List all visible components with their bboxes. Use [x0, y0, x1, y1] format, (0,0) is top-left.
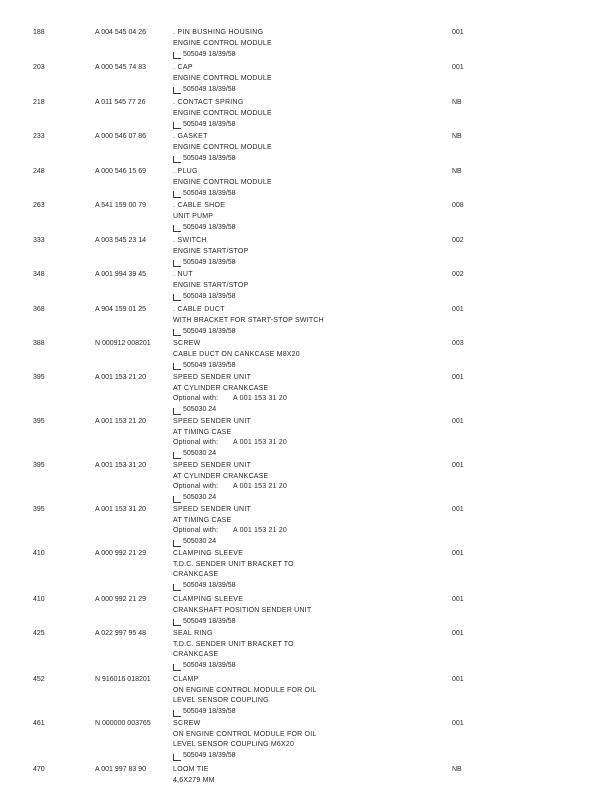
reference-line: [173, 326, 433, 337]
quantity: 001: [452, 462, 464, 469]
reference-line: [173, 707, 433, 718]
description-block: [173, 675, 433, 718]
reference-line: [173, 257, 433, 268]
book-reference-icon[interactable]: [173, 584, 181, 591]
part-name: . NUT: [173, 271, 193, 278]
description-line: ENGINE CONTROL MODULE: [173, 109, 272, 117]
description-line: T.D.C. SENDER UNIT BRACKET TO: [173, 640, 294, 648]
optional-label: Optional with:: [173, 483, 219, 490]
quantity: NB: [452, 766, 462, 773]
position-number: 395: [33, 506, 45, 513]
optional-part-number: A 001 153 31 20: [233, 395, 287, 402]
position-number: 395: [33, 462, 45, 469]
part-name: SCREW: [173, 720, 201, 727]
reference-line: [173, 616, 433, 627]
description-block: [173, 505, 433, 548]
quantity: 001: [452, 306, 464, 313]
reference-code: 505030 24: [183, 538, 217, 545]
book-reference-icon[interactable]: [173, 294, 181, 301]
part-name: SPEED SENDER UNIT: [173, 374, 252, 381]
part-number: A 904 159 01 25: [95, 306, 146, 313]
reference-line: [173, 449, 433, 460]
optional-with: [173, 394, 433, 405]
description-block: [173, 719, 433, 762]
quantity: 001: [452, 630, 464, 637]
book-reference-icon[interactable]: [173, 122, 181, 129]
quantity: 001: [452, 596, 464, 603]
book-reference-icon[interactable]: [173, 52, 181, 59]
book-reference-icon[interactable]: [173, 260, 181, 267]
reference-line: [173, 119, 433, 130]
part-number: N 000000 003765: [95, 720, 151, 727]
position-number: 333: [33, 237, 45, 244]
description-block: [173, 549, 433, 592]
reference-line: [173, 188, 433, 199]
book-reference-icon[interactable]: [173, 496, 181, 503]
description-line: AT CYLINDER CRANKCASE: [173, 384, 269, 392]
optional-label: Optional with:: [173, 439, 219, 446]
position-number: 203: [33, 64, 45, 71]
description-block: [173, 132, 433, 164]
reference-line: [173, 153, 433, 164]
position-number: 218: [33, 99, 45, 106]
description-line: UNIT PUMP: [173, 212, 214, 220]
part-name: CLAMPING SLEEVE: [173, 596, 244, 603]
part-name: SEAL RING: [173, 630, 213, 637]
part-name: . PIN BUSHING HOUSING: [173, 29, 264, 36]
quantity: 001: [452, 64, 464, 71]
quantity: 001: [452, 29, 464, 36]
book-reference-icon[interactable]: [173, 619, 181, 626]
quantity: 002: [452, 271, 464, 278]
optional-part-number: A 001 153 31 20: [233, 439, 287, 446]
part-number: A 000 546 07 86: [95, 133, 146, 140]
reference-code: 505049 18/39/58: [183, 223, 236, 231]
quantity: NB: [452, 168, 462, 175]
book-reference-icon[interactable]: [173, 754, 181, 761]
description-line: ON ENGINE CONTROL MODULE FOR OIL: [173, 686, 317, 694]
description-line: CABLE DUCT ON CANKCASE M8X20: [173, 350, 300, 358]
reference-code: 505049 18/39/58: [183, 361, 236, 369]
description-line: ENGINE CONTROL MODULE: [173, 74, 272, 82]
reference-code: 505049 18/39/58: [183, 662, 236, 669]
description-block: [173, 629, 433, 672]
part-number: A 001 153 31 20: [95, 462, 146, 469]
part-name: . CAP: [173, 64, 193, 71]
part-number: A 000 545 74 83: [95, 64, 146, 71]
quantity: 001: [452, 418, 464, 425]
reference-code: 505030 24: [183, 494, 217, 501]
reference-code: 505030 24: [183, 406, 217, 413]
position-number: 233: [33, 133, 45, 140]
position-number: 425: [33, 630, 45, 637]
part-number: A 001 997 83 90: [95, 766, 146, 773]
part-number: A 000 992 21 29: [95, 596, 146, 603]
description-block: [173, 28, 433, 60]
description-line: LEVEL SENSOR COUPLING M6X20: [173, 741, 295, 748]
description-line: CRANKSHAFT POSITION SENDER UNIT: [173, 606, 312, 614]
description-line: ENGINE START/STOP: [173, 247, 249, 255]
part-number: A 003 545 23 14: [95, 237, 146, 244]
description-line: ENGINE START/STOP: [173, 281, 249, 289]
book-reference-icon[interactable]: [173, 540, 181, 547]
quantity: NB: [452, 99, 462, 106]
reference-line: [173, 291, 433, 302]
reference-code: 505049 18/39/58: [183, 85, 236, 93]
part-number: A 001 153 21 20: [95, 374, 146, 381]
part-number: A 001 994 39 45: [95, 271, 146, 278]
reference-line: [173, 751, 433, 762]
description-block: [173, 167, 433, 199]
description-block: [173, 305, 433, 337]
optional-label: Optional with:: [173, 395, 219, 402]
part-name: . CONTACT SPRING: [173, 99, 244, 106]
quantity: 008: [452, 202, 464, 209]
reference-line: [173, 581, 433, 592]
reference-line: [173, 661, 433, 672]
quantity: 001: [452, 506, 464, 513]
position-number: 410: [33, 596, 45, 603]
part-name: SPEED SENDER UNIT: [173, 418, 252, 425]
position-number: 388: [33, 340, 45, 347]
part-number: A 022 997 95 48: [95, 630, 146, 637]
position-number: 368: [33, 306, 45, 313]
reference-code: 505049 18/39/58: [183, 617, 236, 625]
part-number: A 004 545 04 26: [95, 29, 146, 36]
reference-code: 505049 18/39/58: [183, 752, 236, 759]
reference-line: [173, 84, 433, 95]
description-block: [173, 201, 433, 233]
part-number: A 011 545 77 26: [95, 99, 146, 106]
reference-code: 505049 18/39/58: [183, 292, 236, 300]
position-number: 470: [33, 766, 45, 773]
position-number: 452: [33, 676, 45, 683]
part-name: LOOM TIE: [173, 766, 209, 773]
part-number: N 916016 018201: [95, 676, 151, 683]
position-number: 410: [33, 550, 45, 557]
part-name: CLAMPING SLEEVE: [173, 550, 244, 557]
position-number: 348: [33, 271, 45, 278]
part-name: . CABLE SHOE: [173, 202, 226, 209]
book-reference-icon[interactable]: [173, 87, 181, 94]
description-line: ON ENGINE CONTROL MODULE FOR OIL: [173, 730, 317, 738]
position-number: 263: [33, 202, 45, 209]
description-line: ENGINE CONTROL MODULE: [173, 178, 272, 186]
quantity: 003: [452, 340, 464, 347]
book-reference-icon[interactable]: [173, 710, 181, 717]
description-block: [173, 595, 433, 627]
reference-code: 505030 24: [183, 450, 217, 457]
part-name: . PLUG: [173, 168, 198, 175]
book-reference-icon[interactable]: [173, 329, 181, 336]
description-line: LEVEL SENSOR COUPLING: [173, 697, 269, 704]
part-name: SPEED SENDER UNIT: [173, 506, 252, 513]
quantity: 001: [452, 374, 464, 381]
description-line: CRANKCASE: [173, 571, 219, 578]
description-line: ENGINE CONTROL MODULE: [173, 39, 272, 47]
book-reference-icon[interactable]: [173, 452, 181, 459]
book-reference-icon[interactable]: [173, 191, 181, 198]
description-block: [173, 98, 433, 130]
description-line: CRANKCASE: [173, 651, 219, 658]
book-reference-icon[interactable]: [173, 408, 181, 415]
part-name: . SWITCH: [173, 237, 207, 244]
part-name: CLAMP: [173, 676, 199, 683]
reference-code: 505049 18/39/58: [183, 120, 236, 128]
position-number: 248: [33, 168, 45, 175]
optional-part-number: A 001 153 21 20: [233, 527, 287, 534]
reference-code: 505049 18/39/58: [183, 189, 236, 197]
description-line: WITH BRACKET FOR START-STOP SWITCH: [173, 316, 324, 324]
description-block: [173, 270, 433, 302]
reference-code: 505049 18/39/58: [183, 708, 236, 715]
book-reference-icon[interactable]: [173, 363, 181, 370]
description-block: [173, 339, 433, 371]
description-block: [173, 373, 433, 416]
description-block: [173, 417, 433, 460]
position-number: 188: [33, 29, 45, 36]
reference-code: 505049 18/39/58: [183, 327, 236, 335]
reference-line: [173, 360, 433, 371]
description-line: T.D.C. SENDER UNIT BRACKET TO: [173, 560, 294, 568]
book-reference-icon[interactable]: [173, 225, 181, 232]
part-number: A 000 992 21 29: [95, 550, 146, 557]
description-block: [173, 765, 433, 786]
reference-line: [173, 493, 433, 504]
part-number: A 541 159 00 79: [95, 202, 146, 209]
quantity: 001: [452, 676, 464, 683]
reference-code: 505049 18/39/58: [183, 258, 236, 266]
description-line: ENGINE CONTROL MODULE: [173, 143, 272, 151]
reference-code: 505049 18/39/58: [183, 154, 236, 162]
description-block: [173, 461, 433, 504]
reference-line: [173, 537, 433, 548]
part-name: SCREW: [173, 340, 201, 347]
description-line: AT TIMING CASE: [173, 428, 232, 436]
quantity: NB: [452, 133, 462, 140]
part-name: SPEED SENDER UNIT: [173, 462, 252, 469]
optional-with: [173, 526, 433, 537]
optional-part-number: A 001 153 21 20: [233, 483, 287, 490]
position-number: 395: [33, 374, 45, 381]
reference-line: [173, 49, 433, 60]
quantity: 001: [452, 720, 464, 727]
book-reference-icon[interactable]: [173, 156, 181, 163]
reference-line: [173, 405, 433, 416]
description-block: [173, 236, 433, 268]
reference-code: 505049 18/39/58: [183, 582, 236, 589]
description-line: 4,6X279 MM: [173, 776, 215, 784]
position-number: 395: [33, 418, 45, 425]
description-line: AT CYLINDER CRANKCASE: [173, 472, 269, 480]
description-line: AT TIMING CASE: [173, 516, 232, 524]
quantity: 001: [452, 550, 464, 557]
optional-with: [173, 438, 433, 449]
description-block: [173, 63, 433, 95]
reference-line: [173, 222, 433, 233]
part-number: N 000912 008201: [95, 340, 151, 347]
part-number: A 001 153 31 20: [95, 506, 146, 513]
optional-with: [173, 482, 433, 493]
part-name: . CABLE DUCT: [173, 306, 225, 313]
position-number: 461: [33, 720, 45, 727]
quantity: 002: [452, 237, 464, 244]
optional-label: Optional with:: [173, 527, 219, 534]
part-number: A 000 546 15 69: [95, 168, 146, 175]
part-name: . GASKET: [173, 133, 208, 140]
book-reference-icon[interactable]: [173, 664, 181, 671]
reference-code: 505049 18/39/58: [183, 50, 236, 58]
part-number: A 001 153 21 20: [95, 418, 146, 425]
